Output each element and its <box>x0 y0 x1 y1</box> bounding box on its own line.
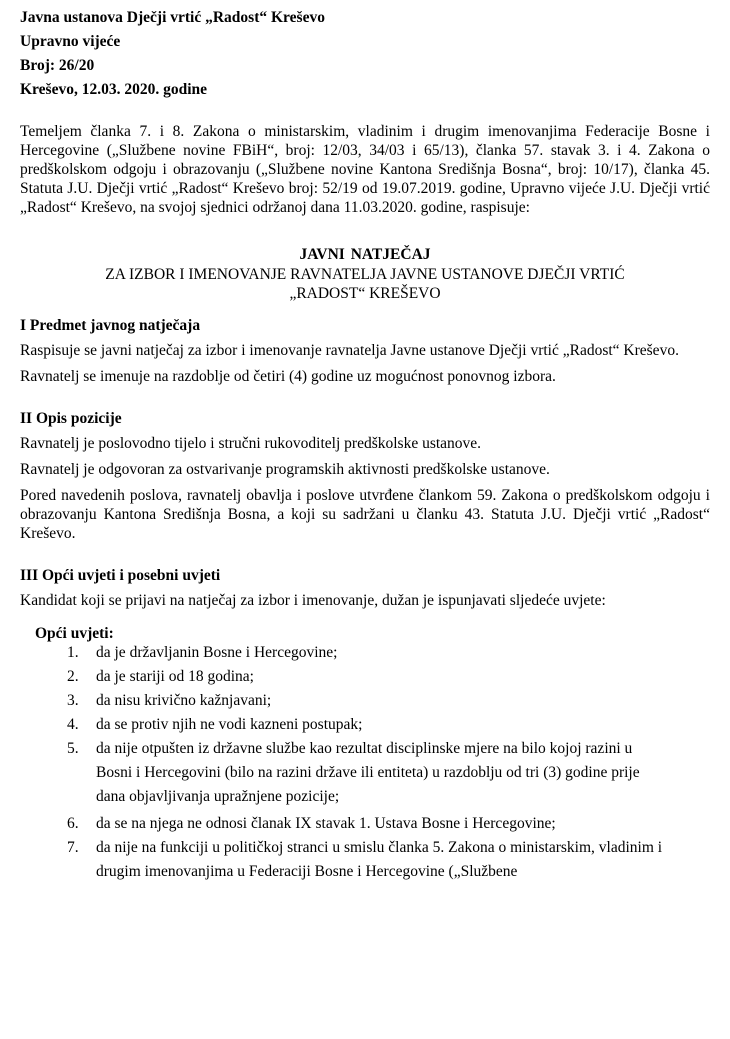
list-item <box>67 667 710 686</box>
list-item-number: 1. <box>67 644 79 661</box>
document-page <box>20 6 710 889</box>
document-title <box>20 245 710 303</box>
section-heading: III Opći uvjeti i posebni uvjeti <box>20 567 221 584</box>
list-item-text: da se na njega ne odnosi članak IX stavak 1. Ustava Bosne i Hercegovine; <box>96 815 556 832</box>
list-item-text: da je državljanin Bosne i Hercegovine; <box>96 644 338 661</box>
list-item <box>67 643 710 662</box>
issuing-body: Upravno vijeće <box>20 33 121 50</box>
paragraph: Ravnatelj je poslovodno tijelo i stručni rukovoditelj predškolske ustanove. <box>20 435 482 452</box>
title-subtitle-line2: „RADOST“ KREŠEVO <box>289 285 441 302</box>
list-item-number: 6. <box>67 815 79 832</box>
intro-paragraph: Temeljem članka 7. i 8. Zakona o ministarskim, vladinim i drugim imenovanjima Federacije Bosne i Hercegovine („Službene novine FBiH“, broj: 12/03, 34/03 i 65/13), članka 57. stavak 3. i 4. Zakona o predškolskom odgoju i obrazovanju („Službene novine Kantona Središnja Bosna“, broj: 10/17), članka 45. Statuta J.U. Dječji vrtić „Radost“ Kreševo broj: 52/19 od 19.07.2019. godine, Upravno vijeće J.U. Dječji vrtić „Radost“ Kreševo, na svojoj sjednici održanoj dana 11.03.2020. godine, raspisuje: <box>20 123 710 216</box>
list-item <box>67 814 710 833</box>
list-item-text: da se protiv njih ne vodi kazneni postupak; <box>96 716 363 733</box>
list-item-number: 2. <box>67 668 79 685</box>
list-item <box>67 838 710 884</box>
paragraph: Raspisuje se javni natječaj za izbor i imenovanje ravnatelja Javne ustanove Dječji vrtić „Radost“ Kreševo. <box>20 342 679 359</box>
list-item-number: 3. <box>67 692 79 709</box>
list-item-text: da nisu krivično kažnjavani; <box>96 692 272 709</box>
general-conditions-heading: Opći uvjeti: <box>35 625 114 642</box>
list-item-number: 7. <box>67 839 79 856</box>
paragraph: Ravnatelj se imenuje na razdoblje od četiri (4) godine uz mogućnost ponovnog izbora. <box>20 368 556 385</box>
list-item <box>67 715 710 734</box>
title-subtitle-line1: ZA IZBOR I IMENOVANJE RAVNATELJA JAVNE USTANOVE DJEČJI VRTIĆ <box>105 266 625 283</box>
list-item <box>67 691 710 710</box>
list-item-text: da nije otpušten iz državne službe kao rezultat disciplinske mjere na bilo kojoj razini u Bosni i Hercegovini (bilo na razini države ili entiteta) u razdoblju od tri (3) godine prije dana objavljivanja upražnjene pozicije; <box>96 740 640 805</box>
list-item <box>67 739 710 809</box>
list-item-number: 5. <box>67 740 79 757</box>
section-heading: I Predmet javnog natječaja <box>20 317 201 334</box>
paragraph: Pored navedenih poslova, ravnatelj obavlja i poslove utvrđene člankom 59. Zakona o predškolskom odgoju i obrazovanju Kantona Središnja Bosna, a koji su sadržani u članku 43. Statuta J.U. Dječji vrtić „Radost“ Kreševo. <box>20 487 710 542</box>
paragraph: Ravnatelj je odgovoran za ostvarivanje programskih aktivnosti predškolske ustanove. <box>20 461 550 478</box>
list-item-text: da je stariji od 18 godina; <box>96 668 254 685</box>
general-conditions-list <box>20 643 710 884</box>
section-conditions <box>20 566 710 884</box>
section-position-description <box>20 409 710 543</box>
list-item-text: da nije na funkciji u političkoj stranci u smislu članka 5. Zakona o ministarskim, vladinim i drugim imenovanjima u Federaciji Bosne i Hercegovine („Službene <box>96 839 663 880</box>
place-and-date: Kreševo, 12.03. 2020. godine <box>20 81 207 98</box>
paragraph: Kandidat koji se prijavi na natječaj za izbor i imenovanje, dužan je ispunjavati sljedeće uvjete: <box>20 592 606 609</box>
section-subject <box>20 316 710 386</box>
list-item-number: 4. <box>67 716 79 733</box>
section-heading: II Opis pozicije <box>20 410 122 427</box>
institution-name: Javna ustanova Dječji vrtić „Radost“ Kreševo <box>20 9 325 26</box>
title-main: JAVNI NATJEČAJ <box>299 246 431 263</box>
document-header <box>20 6 710 102</box>
document-number: Broj: 26/20 <box>20 57 95 74</box>
